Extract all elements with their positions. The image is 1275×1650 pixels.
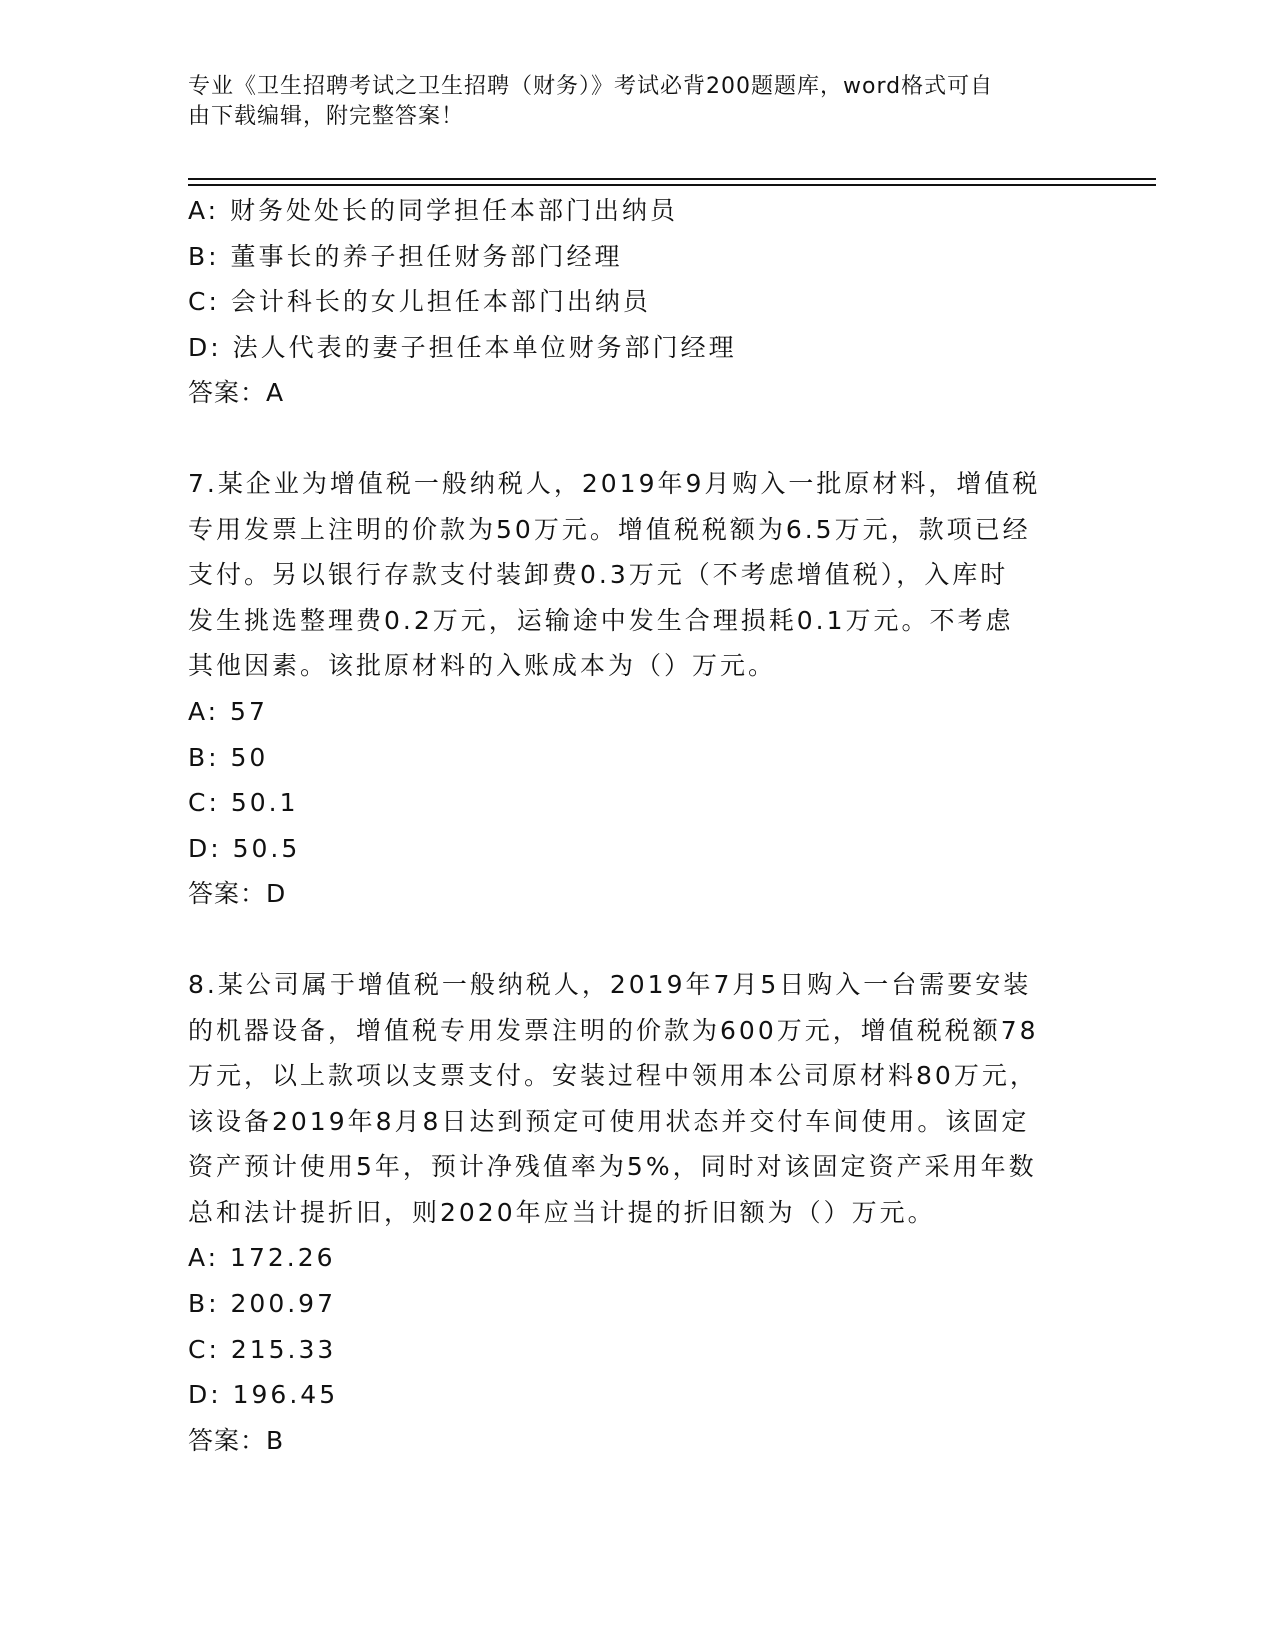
q7-option-c: C: 50.1 <box>188 788 299 818</box>
q7-stem-line-2: 专用发票上注明的价款为50万元。增值税税额为6.5万元，款项已经 <box>188 514 1031 544</box>
q8-option-d: D: 196.45 <box>188 1380 339 1410</box>
q6-answer: 答案：A <box>188 378 285 408</box>
document-body <box>188 188 1088 1463</box>
q8-stem-line-6: 总和法计提折旧，则2020年应当计提的折旧额为（）万元。 <box>188 1197 936 1227</box>
q7-option-a: A: 57 <box>188 696 268 726</box>
q7-option-d: D: 50.5 <box>188 833 301 863</box>
q7-answer: 答案：D <box>188 879 287 909</box>
q8-stem-line-2: 的机器设备，增值税专用发票注明的价款为600万元，增值税税额78 <box>188 1015 1039 1045</box>
question-8-block <box>188 962 1088 1464</box>
q6-option-c: C: 会计科长的女儿担任本部门出纳员 <box>188 287 651 317</box>
q6-option-a: A: 财务处处长的同学担任本部门出纳员 <box>188 196 679 225</box>
q7-stem-line-1: 7.某企业为增值税一般纳税人，2019年9月购入一批原材料，增值税 <box>188 468 1041 498</box>
spacer <box>188 416 1088 461</box>
header-title-line-1: 专业《卫生招聘考试之卫生招聘（财务）》考试必背200题题库，word格式可自 <box>188 74 994 99</box>
q8-option-a: A: 172.26 <box>188 1243 336 1273</box>
document-header <box>188 72 1068 132</box>
q8-stem-line-4: 该设备2019年8月8日达到预定可使用状态并交付车间使用。该固定 <box>188 1106 1030 1136</box>
q7-option-b: B: 50 <box>188 742 269 772</box>
q7-stem <box>188 461 1088 689</box>
q7-stem-line-4: 发生挑选整理费0.2万元，运输途中发生合理损耗0.1万元。不考虑 <box>188 605 1014 635</box>
question-6-block <box>188 188 1088 416</box>
q8-option-c: C: 215.33 <box>188 1334 337 1364</box>
q8-option-b: B: 200.97 <box>188 1289 336 1319</box>
q7-stem-line-5: 其他因素。该批原材料的入账成本为（）万元。 <box>188 651 777 681</box>
q8-stem-line-3: 万元，以上款项以支票支付。安装过程中领用本公司原材料80万元， <box>188 1061 1038 1091</box>
q8-stem-line-1: 8.某公司属于增值税一般纳税人，2019年7月5日购入一台需要安装 <box>188 969 1032 999</box>
q8-answer: 答案：B <box>188 1425 285 1455</box>
q7-stem-line-3: 支付。另以银行存款支付装卸费0.3万元（不考虑增值税），入库时 <box>188 560 1009 590</box>
header-divider-bottom <box>188 184 1156 186</box>
q8-stem <box>188 962 1088 1236</box>
question-7-block <box>188 461 1088 917</box>
q8-stem-line-5: 资产预计使用5年，预计净残值率为5%，同时对该固定资产采用年数 <box>188 1152 1037 1182</box>
q6-option-b: B: 董事长的养子担任财务部门经理 <box>188 241 623 271</box>
spacer <box>188 917 1088 962</box>
header-divider-top <box>188 178 1156 180</box>
q6-option-d: D: 法人代表的妻子担任本单位财务部门经理 <box>188 332 737 362</box>
header-title-line-2: 由下载编辑，附完整答案！ <box>188 104 465 129</box>
